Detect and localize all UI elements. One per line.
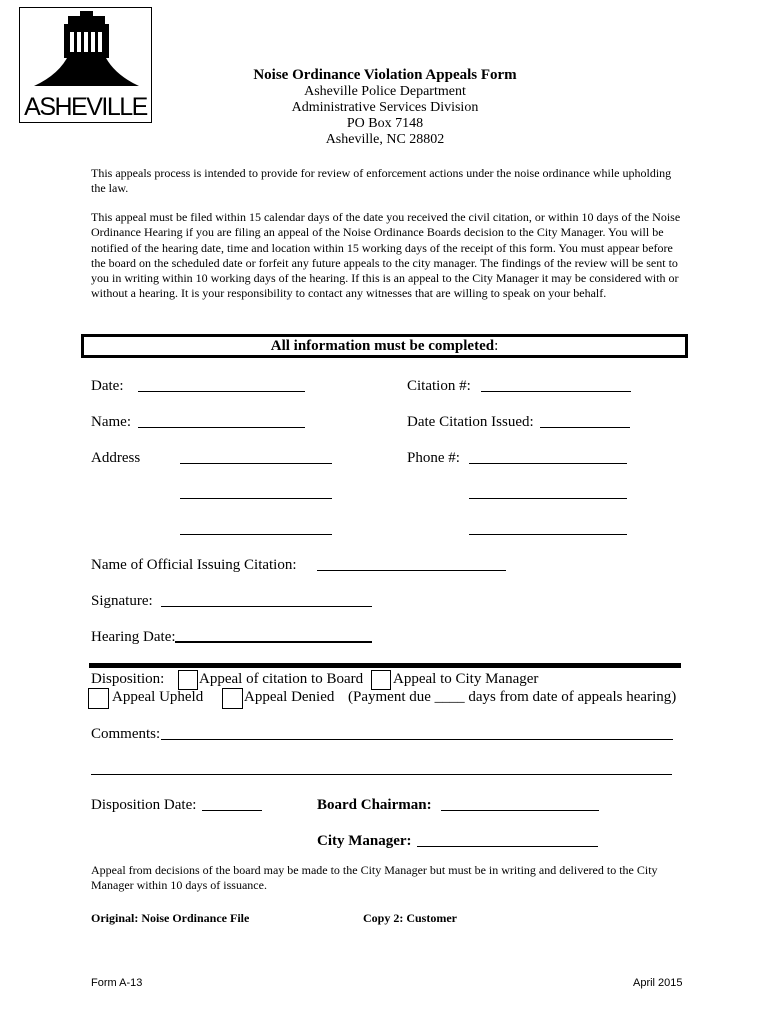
form-date: April 2015 <box>633 977 683 989</box>
date-field[interactable] <box>138 391 305 392</box>
phone-field-line-1[interactable] <box>469 463 627 464</box>
logo-text: ASHEVILLE <box>24 93 147 121</box>
disposition-label: Disposition: <box>91 671 165 687</box>
official-name-field[interactable] <box>317 570 506 571</box>
hearing-date-field[interactable] <box>175 641 372 643</box>
section-divider <box>89 663 681 668</box>
address-field-line-3[interactable] <box>180 534 332 535</box>
appeal-denied-checkbox[interactable] <box>222 688 243 709</box>
date-citation-issued-field[interactable] <box>540 427 630 428</box>
intro-paragraph-1: This appeals process is intended to provide for review of enforcement actions under the noise ordinance while upholding the law. <box>91 166 672 196</box>
city-manager-label: City Manager: <box>317 833 412 849</box>
address-field-line-1[interactable] <box>180 463 332 464</box>
disposition-date-field[interactable] <box>202 810 262 811</box>
division-name: Administrative Services Division <box>291 100 479 115</box>
appeal-upheld-label: Appeal Upheld <box>112 689 204 705</box>
address-field-line-2[interactable] <box>180 498 332 499</box>
appeal-note: Appeal from decisions of the board may be made to the City Manager but must be in writing and delivered to the City Manager within 10 days of issuance. <box>91 863 658 893</box>
comments-field-line-2[interactable] <box>91 774 672 775</box>
appeal-citation-board-label: Appeal of citation to Board <box>199 671 364 687</box>
signature-field[interactable] <box>161 606 372 607</box>
form-title: Noise Ordinance Violation Appeals Form <box>253 67 517 83</box>
required-banner <box>81 334 688 358</box>
banner-text: All information must be completed <box>270 338 495 354</box>
comments-field-line-1[interactable] <box>161 739 673 740</box>
disposition-date-label: Disposition Date: <box>91 797 197 813</box>
citation-number-field[interactable] <box>481 391 631 392</box>
official-name-label: Name of Official Issuing Citation: <box>91 557 297 573</box>
phone-field-line-3[interactable] <box>469 534 627 535</box>
address-label: Address <box>91 450 141 466</box>
comments-label: Comments: <box>91 726 161 742</box>
payment-due-text: (Payment due ____ days from date of appeals hearing) <box>348 689 677 705</box>
banner-colon: : <box>494 338 499 354</box>
date-label: Date: <box>91 378 124 394</box>
appeal-city-manager-checkbox[interactable] <box>371 670 391 690</box>
original-copy-note: Original: Noise Ordinance File <box>91 911 250 925</box>
board-chairman-field[interactable] <box>441 810 599 811</box>
city-state-zip: Asheville, NC 28802 <box>325 132 445 147</box>
city-manager-field[interactable] <box>417 846 598 847</box>
appeal-denied-label: Appeal Denied <box>244 689 335 705</box>
name-field[interactable] <box>138 427 305 428</box>
po-box: PO Box 7148 <box>346 116 424 131</box>
date-citation-issued-label: Date Citation Issued: <box>407 414 534 430</box>
name-label: Name: <box>91 414 131 430</box>
hearing-date-label: Hearing Date: <box>91 629 176 645</box>
phone-field-line-2[interactable] <box>469 498 627 499</box>
appeal-citation-board-checkbox[interactable] <box>178 670 198 690</box>
board-chairman-label: Board Chairman: <box>317 797 432 813</box>
department-name: Asheville Police Department <box>304 84 466 99</box>
copy2-note: Copy 2: Customer <box>363 911 457 925</box>
citation-number-label: Citation #: <box>407 378 471 394</box>
city-logo <box>19 7 152 123</box>
signature-label: Signature: <box>91 593 153 609</box>
phone-label: Phone #: <box>407 450 460 466</box>
appeal-city-manager-label: Appeal to City Manager <box>393 671 539 687</box>
appeal-upheld-checkbox[interactable] <box>88 688 109 709</box>
form-id: Form A-13 <box>91 977 143 989</box>
intro-paragraph-2: This appeal must be filed within 15 calendar days of the date you received the civil citation, or within 10 days of the Noise Ordinance Hearing if you are filing an appeal of the Noise Ordinance Boards decision to the City Manager. You will be notified of the hearing date, time and location within 15 working days of the receipt of this form. You must appear before the board on the scheduled date or forfeit any future appeals to the city manager. The findings of the review will be sent to you in writing within 10 working days of the hearing. If this is an appeal to the City Manager it may be considered with or without a hearing. It is your responsibility to contact any witnesses that are willing to speak on your behalf. <box>91 210 681 301</box>
